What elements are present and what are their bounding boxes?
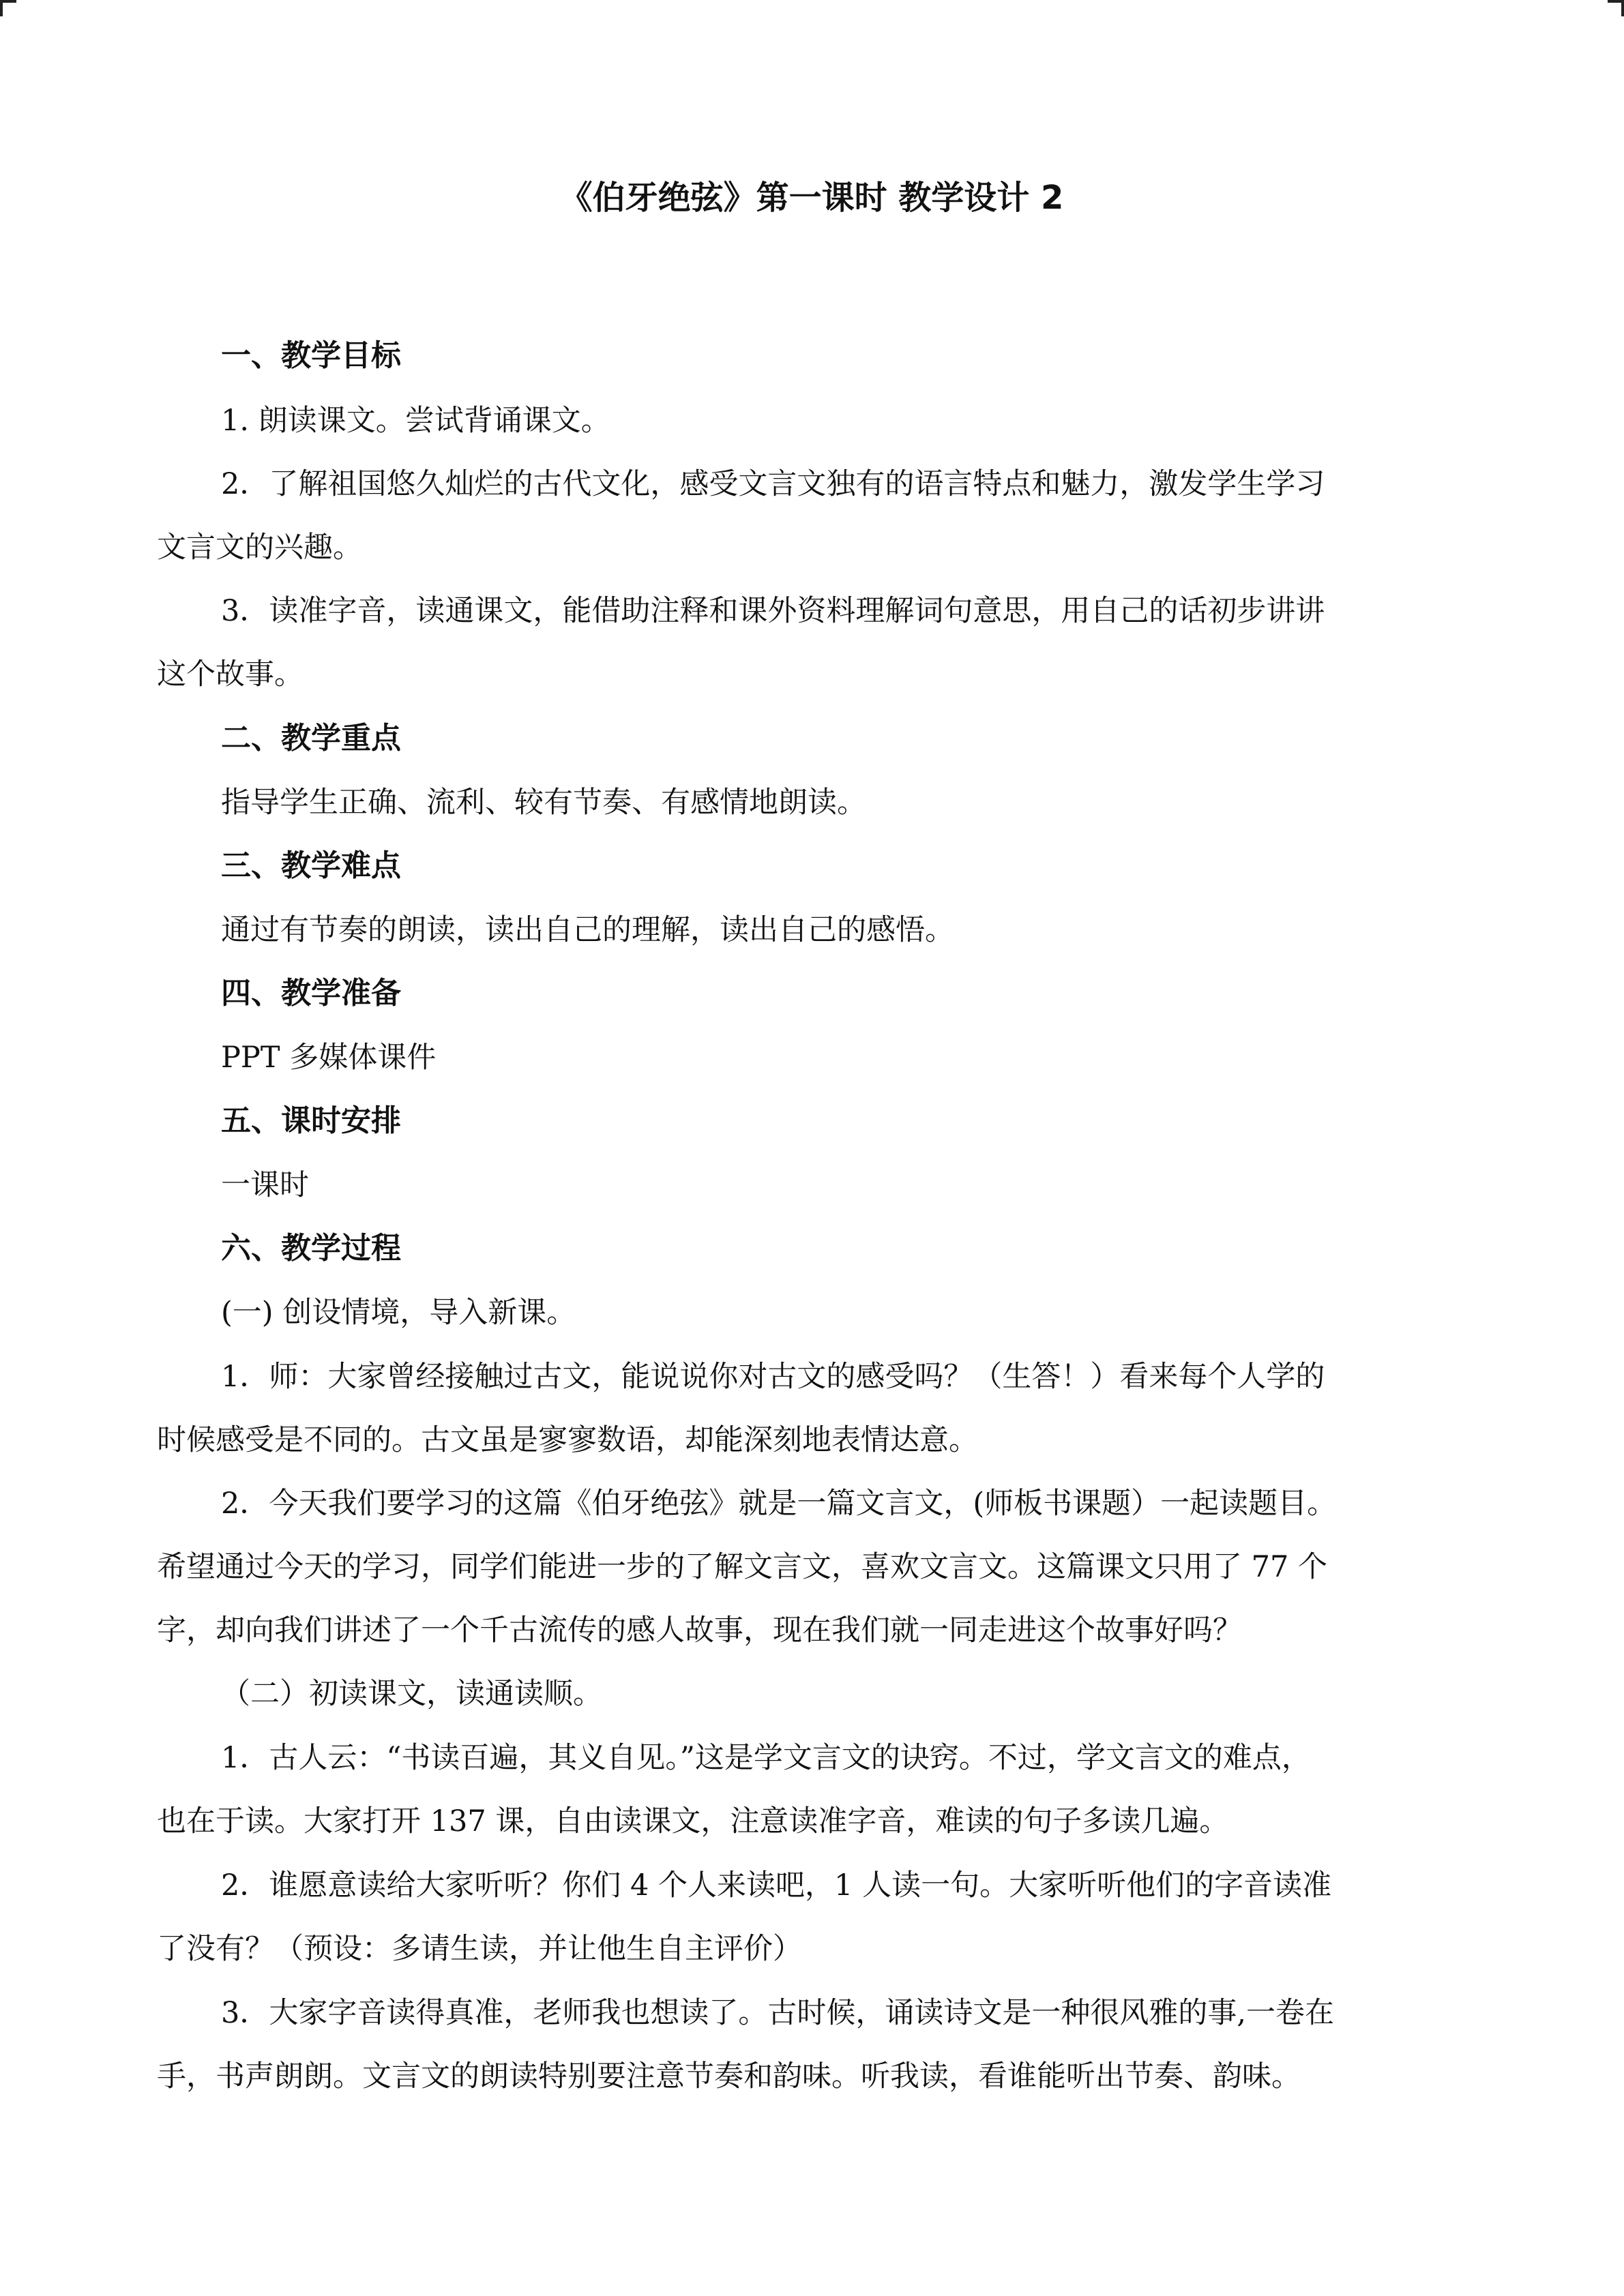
process-section-2: （二）初读课文，读通读顺。 (221, 1677, 602, 1711)
goal-3: 3．读准字音，读通课文，能借助注释和课外资料理解词句意思，用自己的话初步讲讲 (221, 594, 1325, 628)
process-1-step-2: 2．今天我们要学习的这篇《伯牙绝弦》就是一篇文言文，(师板书课题）一起读题目。 (221, 1487, 1337, 1521)
process-2-step-1-cont: 也在于读。大家打开 137 课，自由读课文，注意读准字音，难读的句子多读几遍。 (157, 1804, 1229, 1838)
goal-1: 1. 朗读课文。尝试背诵课文。 (221, 404, 610, 438)
goal-2-cont: 文言文的兴趣。 (157, 531, 362, 565)
heading-key-points: 二、教学重点 (221, 721, 401, 756)
heading-preparation: 四、教学准备 (221, 976, 401, 1011)
process-2-step-1: 1．古人云：“书读百遍，其义自见。”这是学文言文的诀窍。不过，学文言文的难点， (221, 1741, 1311, 1775)
schedule-text: 一课时 (221, 1168, 309, 1202)
goal-3-cont: 这个故事。 (157, 657, 304, 691)
process-2-step-2: 2．谁愿意读给大家听听？你们 4 个人来读吧，1 人读一句。大家听听他们的字音读准 (221, 1868, 1332, 1903)
goal-2: 2．了解祖国悠久灿烂的古代文化，感受文言文独有的语言特点和魅力，激发学生学习 (221, 467, 1325, 501)
process-2-step-3: 3．大家字音读得真准，老师我也想读了。古时候，诵读诗文是一种很风雅的事,一卷在 (221, 1996, 1335, 2030)
heading-difficulties: 三、教学难点 (221, 848, 401, 883)
difficulties-text: 通过有节奏的朗读，读出自己的理解，读出自己的感悟。 (221, 913, 954, 947)
process-section-1: (一) 创设情境，导入新课。 (221, 1296, 576, 1330)
process-1-step-1: 1．师：大家曾经接触过古文，能说说你对古文的感受吗？（生答！）看来每个人学的 (221, 1360, 1325, 1394)
process-1-step-2-cont-b: 字，却向我们讲述了一个千古流传的感人故事，现在我们就一同走进这个故事好吗？ (157, 1613, 1242, 1648)
process-2-step-3-cont: 手，书声朗朗。文言文的朗读特别要注意节奏和韵味。听我读，看谁能听出节奏、韵味。 (157, 2059, 1301, 2093)
key-points-text: 指导学生正确、流利、较有节奏、有感情地朗读。 (221, 786, 866, 820)
process-1-step-1-cont: 时候感受是不同的。古文虽是寥寥数语，却能深刻地表情达意。 (157, 1423, 978, 1457)
preparation-text: PPT 多媒体课件 (221, 1041, 437, 1075)
heading-schedule: 五、课时安排 (221, 1103, 401, 1138)
process-1-step-2-cont-a: 希望通过今天的学习，同学们能进一步的了解文言文，喜欢文言文。这篇课文只用了 77 个 (157, 1550, 1328, 1584)
document-title: 《伯牙绝弦》第一课时 教学设计 2 (559, 179, 1064, 217)
corner-mark-top-right-vertical (1621, 0, 1624, 16)
heading-process: 六、教学过程 (221, 1231, 401, 1266)
heading-teaching-goals: 一、教学目标 (221, 338, 401, 373)
process-2-step-2-cont: 了没有？（预设：多请生读，并让他生自主评价） (157, 1932, 802, 1966)
corner-mark-top-left-vertical (0, 0, 3, 16)
